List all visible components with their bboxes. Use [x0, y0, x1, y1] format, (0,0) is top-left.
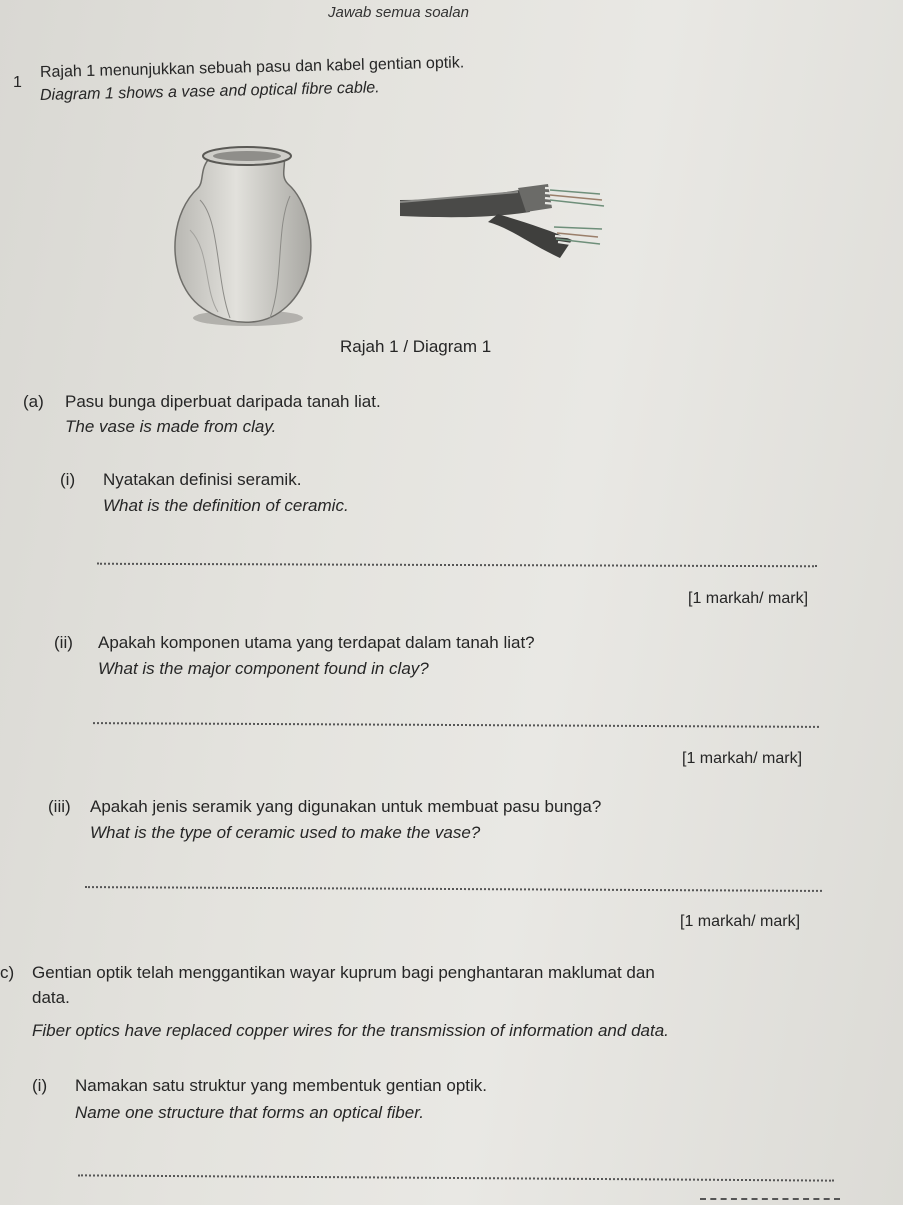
part-a-iii-question-en: What is the type of ceramic used to make the vase?: [90, 823, 481, 842]
diagram-caption: Rajah 1 / Diagram 1: [340, 337, 492, 356]
part-a-iii-question-ms: Apakah jenis seramik yang digunakan untuk membuat pasu bunga?: [90, 797, 602, 816]
part-a-iii-label: (iii): [48, 797, 71, 816]
answer-line-a-i[interactable]: [97, 563, 817, 568]
part-a-i-question-ms: Nyatakan definisi seramik.: [103, 470, 302, 489]
next-mark-stub: [700, 1198, 840, 1200]
page-header: Jawab semua soalan: [328, 4, 469, 21]
mark-allocation: [1 markah/ mark]: [680, 913, 801, 930]
mark-allocation: [1 markah/ mark]: [682, 750, 803, 767]
part-c-i-label: (i): [32, 1076, 48, 1095]
part-c-stem-ms-line2: data.: [32, 988, 70, 1007]
answer-line-a-iii[interactable]: [85, 886, 822, 892]
vase-image: [160, 140, 330, 330]
part-a-stem-en: The vase is made from clay.: [65, 417, 277, 436]
optical-fibre-cable-image: [400, 178, 640, 268]
part-a-i-question-en: What is the definition of ceramic.: [103, 496, 349, 515]
question-number: 1: [13, 74, 22, 91]
part-c-i-question-en: Name one structure that forms an optical fiber.: [75, 1103, 424, 1122]
part-a-label: (a): [23, 392, 44, 411]
answer-line-a-ii[interactable]: [93, 722, 819, 728]
part-c-i-question-ms: Namakan satu struktur yang membentuk gentian optik.: [75, 1076, 487, 1095]
part-a-i-label: (i): [60, 470, 76, 489]
part-c-label: c): [0, 963, 15, 982]
part-a-stem-ms: Pasu bunga diperbuat daripada tanah liat.: [65, 392, 381, 411]
question-intro-ms: Rajah 1 menunjukkan sebuah pasu dan kabel gentian optik.: [39, 54, 465, 81]
question-intro-en: Diagram 1 shows a vase and optical fibre cable.: [39, 79, 380, 104]
part-a-ii-question-ms: Apakah komponen utama yang terdapat dalam tanah liat?: [98, 633, 535, 652]
answer-line-c-i[interactable]: [78, 1174, 834, 1181]
part-c-stem-ms-line1: Gentian optik telah menggantikan wayar kuprum bagi penghantaran maklumat dan: [32, 963, 655, 982]
part-a-ii-question-en: What is the major component found in clay?: [98, 659, 429, 678]
part-c-stem-en: Fiber optics have replaced copper wires for the transmission of information and data.: [32, 1021, 669, 1040]
mark-allocation: [1 markah/ mark]: [688, 590, 809, 607]
part-a-ii-label: (ii): [54, 633, 73, 652]
